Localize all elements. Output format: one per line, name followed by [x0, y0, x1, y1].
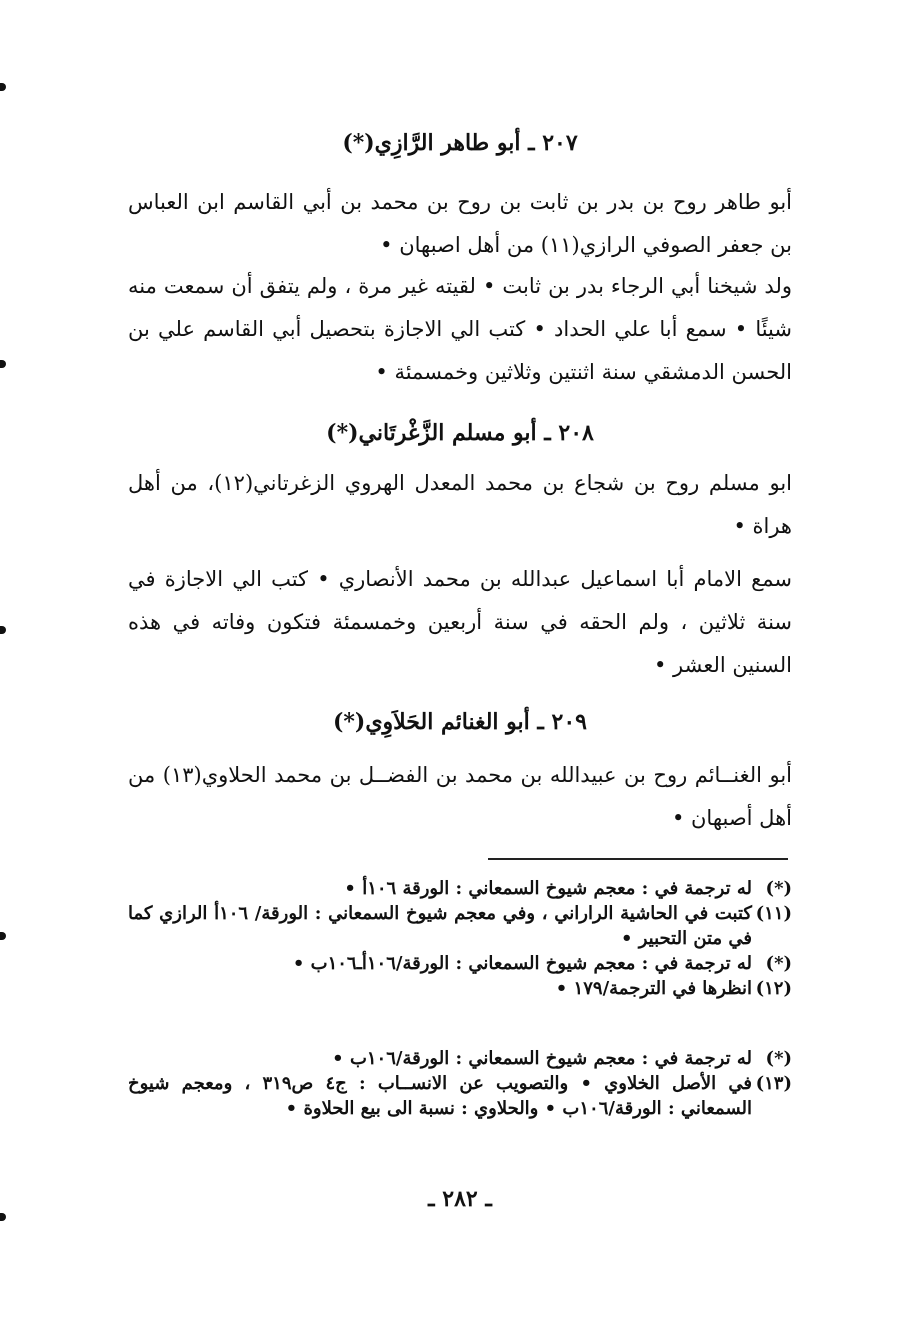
footnote-text: كتبت في الحاشية الراراني ، وفي معجم شيوخ السمعاني : الورقة/ ١٠٦أ الرازي كما في متن التحبير • [128, 903, 752, 949]
footnote-mark: (*) [765, 1048, 792, 1069]
entry-heading-208: ٢٠٨ ـ أبو مسلم الزَّغْرتَاني(*) [326, 420, 594, 446]
scan-edge-mark [0, 932, 6, 940]
scan-edge-mark [0, 1213, 6, 1221]
footnote-mark: (*) [765, 953, 792, 974]
footnote [128, 901, 792, 951]
entry-heading-209: ٢٠٩ ـ أبو الغنائم الحَلاَوِي(*) [333, 709, 587, 735]
scan-edge-mark [0, 626, 6, 634]
footnote-mark: (١٢) [755, 978, 792, 999]
footnote [128, 876, 792, 901]
entry-heading-207: ٢٠٧ ـ أبو طاهر الرَّازِي(*) [342, 130, 578, 156]
footnote-separator [488, 858, 788, 860]
entry-207-paragraph-2: ولد شيخنا أبي الرجاء بدر بن ثابت • لقيته غير مرة ، ولم يتفق أن سمعت منه شيئًا • سمع أبا علي الحداد • كتب الي الاجازة بتحصيل أبي القاسم علي بن الحسن الدمشقي سنة اثنتين وثلاثين وخمسمئة • [128, 274, 792, 384]
scan-edge-mark [0, 360, 6, 368]
footnote [128, 1071, 792, 1121]
footnote [128, 951, 792, 976]
footnote [128, 1046, 792, 1071]
entry-209-paragraph-1: أبو الغنــائم روح بن عبيدالله بن محمد بن الفضــل بن محمد الحلاوي(١٣) من أهل أصبهان • [128, 763, 792, 830]
footnote-text: في الأصل الخلاوي • والتصويب عن الانســاب : ج٤ ص٣١٩ ، ومعجم شيوخ السمعاني : الورقة/١٠٦ب • والحلاوي : نسبة الى بيع الحلاوة • [128, 1073, 752, 1119]
footnote-mark: (*) [765, 878, 792, 899]
footnote-text: انظرها في الترجمة/١٧٩ • [555, 978, 752, 999]
entry-207-paragraph-1: أبو طاهر روح بن بدر بن ثابت بن روح بن محمد بن أبي القاسم ابن العباس بن جعفر الصوفي الرازي(١١) من أهل اصبهان • [128, 190, 792, 257]
page-number: ـ ٢٨٢ ـ [428, 1186, 492, 1212]
footnote-text: له ترجمة في : معجم شيوخ السمعاني : الورقة ١٠٦أ • [344, 878, 752, 899]
footnotes-group-1 [128, 876, 792, 1001]
footnote [128, 976, 792, 1001]
footnote-mark: (١٣) [755, 1073, 792, 1094]
entry-208-paragraph-2: سمع الامام أبا اسماعيل عبدالله بن محمد الأنصاري • كتب الي الاجازة في سنة ثلاثين ، ولم الحقه في سنة أربعين وخمسمئة فتكون وفاته في هذه السنين العشر • [128, 567, 792, 677]
footnotes-group-2 [128, 1046, 792, 1121]
footnote-mark: (١١) [755, 903, 792, 924]
entry-208-paragraph-1: ابو مسلم روح بن شجاع بن محمد المعدل الهروي الزغرتاني(١٢)، من أهل هراة • [128, 471, 792, 538]
scan-edge-mark [0, 83, 6, 91]
footnote-text: له ترجمة في : معجم شيوخ السمعاني : الورقة/١٠٦ب • [332, 1048, 752, 1069]
footnote-text: له ترجمة في : معجم شيوخ السمعاني : الورقة/١٠٦أـ١٠٦ب • [292, 953, 752, 974]
